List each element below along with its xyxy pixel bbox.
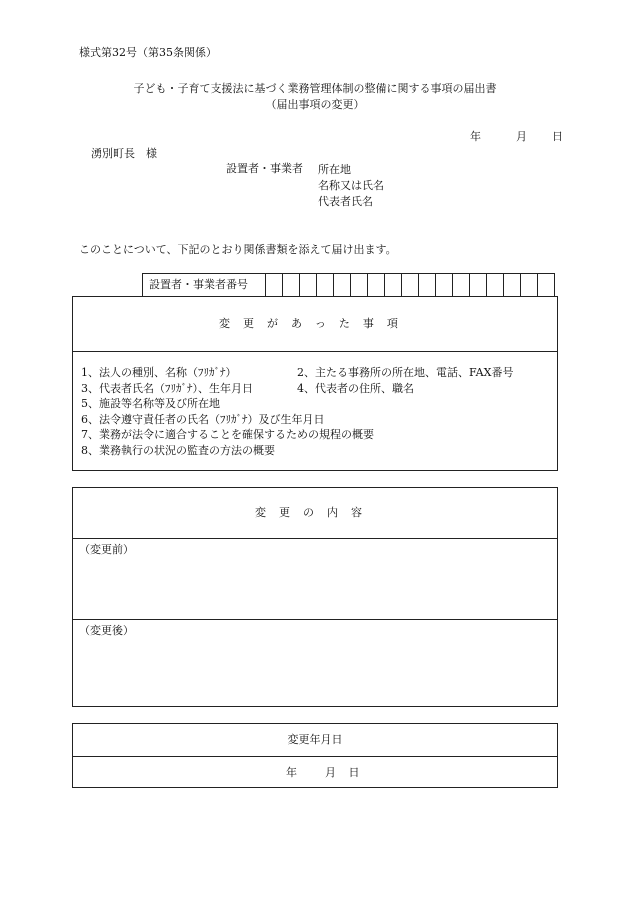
operator-number-digit-cell[interactable] (521, 274, 538, 297)
changed-item: 4、代表者の住所、職名 (297, 381, 414, 395)
changed-item: 3、代表者氏名（ﾌﾘｶﾞﾅ）、生年月日 (81, 381, 253, 395)
operator-number-digit-cell[interactable] (453, 274, 470, 297)
changed-item-row (81, 443, 557, 459)
changed-item: 8、業務執行の状況の監査の方法の概要 (81, 443, 275, 457)
operator-number-digit-cell[interactable] (266, 274, 283, 297)
operator-number-digit-cell[interactable] (419, 274, 436, 297)
date-month-label: 月 (516, 130, 527, 143)
operator-number-label: 設置者・事業者番号 (143, 274, 266, 297)
change-date-field[interactable] (73, 757, 557, 789)
changed-item-row (81, 412, 557, 428)
changed-item-row (81, 381, 557, 397)
operator-number-digit-cell[interactable] (538, 274, 555, 297)
changed-items-list (73, 352, 557, 458)
changed-items-heading: 変更があった事項 (73, 297, 557, 352)
operator-number-digit-cell[interactable] (317, 274, 334, 297)
date-year-label: 年 (470, 130, 481, 143)
changed-item-row (81, 396, 557, 412)
change-date-year: 年 (286, 766, 297, 779)
operator-number-digit-cell[interactable] (487, 274, 504, 297)
after-change-label: （変更後） (79, 624, 134, 637)
changed-item: 5、施設等名称等及び所在地 (81, 397, 220, 410)
before-change-label: （変更前） (79, 543, 134, 556)
applicant-fields (318, 162, 384, 210)
operator-number-digit-cell[interactable] (351, 274, 368, 297)
changed-item: 1、法人の種別、名称（ﾌﾘｶﾞﾅ） (81, 366, 237, 379)
operator-number-digit-cell[interactable] (504, 274, 521, 297)
applicant-name-label: 名称又は氏名 (318, 179, 384, 192)
form-number: 様式第32号（第35条関係） (79, 46, 217, 59)
operator-number-table (142, 273, 555, 297)
operator-number-row (143, 274, 555, 297)
date-day-label: 日 (552, 130, 563, 143)
operator-number-digit-cell[interactable] (283, 274, 300, 297)
change-date-heading: 変更年月日 (73, 724, 557, 757)
addressee: 湧別町長 様 (91, 147, 157, 160)
changed-item-row (81, 365, 557, 381)
statement: このことについて、下記のとおり関係書類を添えて届け出ます。 (79, 243, 397, 256)
operator-number-digit-cell[interactable] (300, 274, 317, 297)
document-title: 子ども・子育て支援法に基づく業務管理体制の整備に関する事項の届出書 (133, 82, 497, 95)
operator-number-digit-cell[interactable] (385, 274, 402, 297)
change-date-box (72, 723, 558, 788)
before-change-area[interactable] (73, 539, 557, 620)
operator-number-digit-cell[interactable] (334, 274, 351, 297)
changed-items-box (72, 296, 558, 471)
change-date-month: 月 (325, 766, 336, 779)
changed-item: 6、法令遵守責任者の氏名（ﾌﾘｶﾞﾅ）及び生年月日 (81, 412, 325, 426)
changed-item: 2、主たる事務所の所在地、電話、FAX番号 (297, 366, 514, 379)
change-date-day: 日 (348, 766, 360, 779)
operator-number-digit-cell[interactable] (368, 274, 385, 297)
submission-date (470, 130, 563, 144)
document-subtitle: （届出事項の変更） (265, 98, 365, 111)
operator-number-digit-cell[interactable] (402, 274, 419, 297)
change-content-box (72, 487, 558, 707)
applicant-address-label: 所在地 (318, 163, 351, 176)
changed-item-row (81, 427, 557, 443)
changed-item: 7、業務が法令に適合することを確保するための規程の概要 (81, 428, 374, 441)
operator-number-digit-cell[interactable] (436, 274, 453, 297)
applicant-representative-label: 代表者氏名 (318, 195, 373, 208)
change-content-heading: 変更の内容 (73, 488, 557, 539)
after-change-area[interactable] (73, 620, 557, 638)
applicant-role: 設置者・事業者 (226, 162, 303, 175)
operator-number-digit-cell[interactable] (470, 274, 487, 297)
